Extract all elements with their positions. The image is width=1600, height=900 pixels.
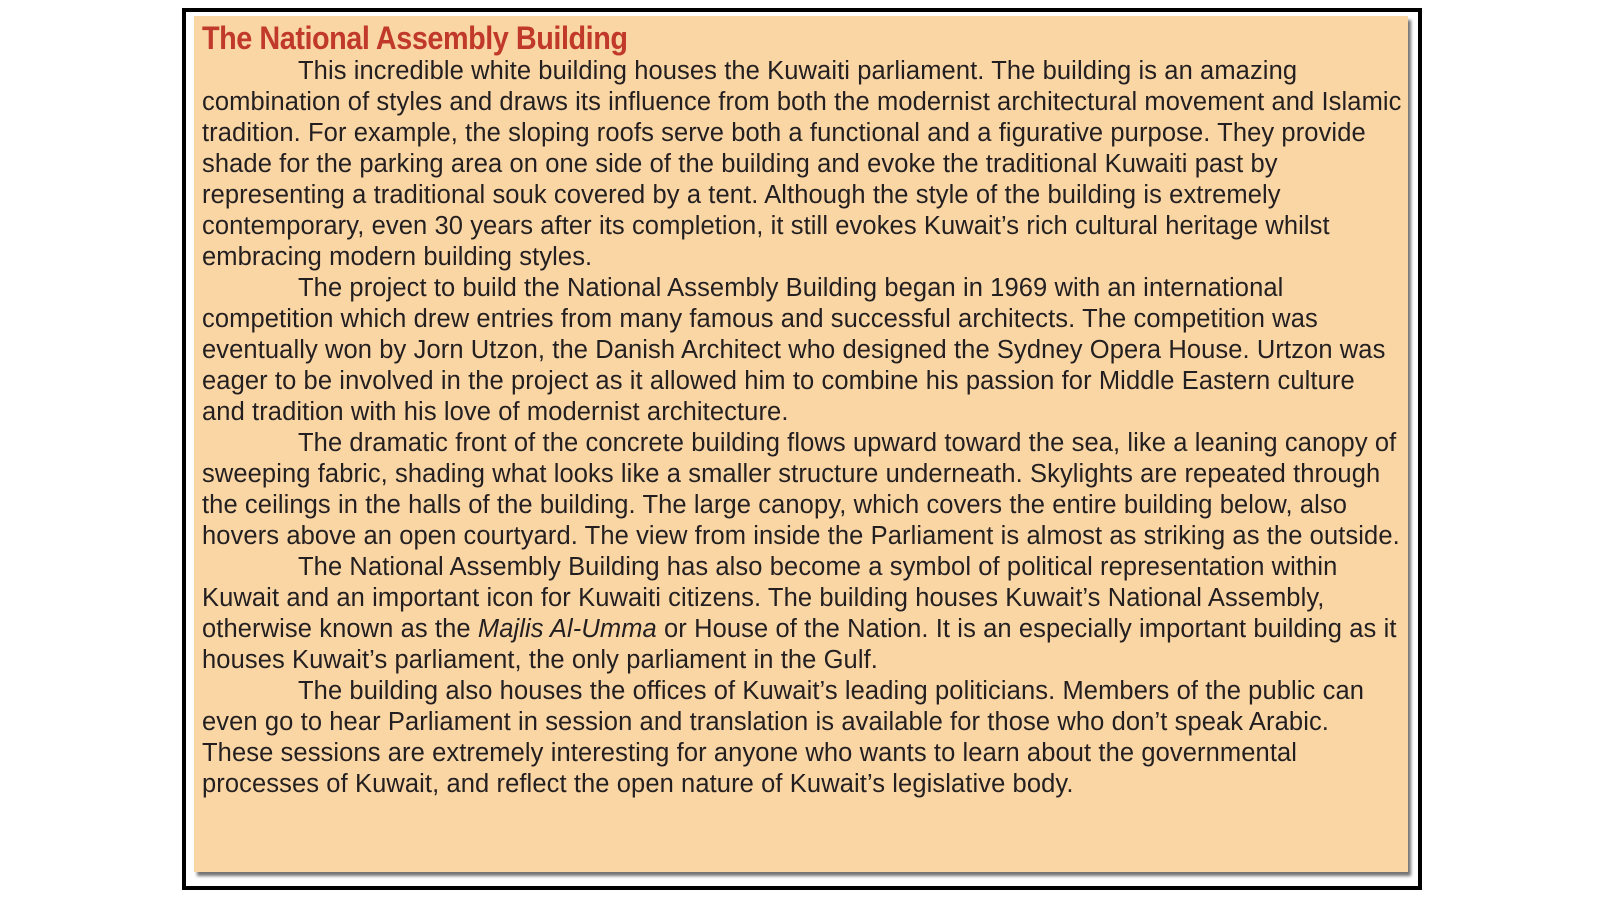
paragraph-4-text-after: or House of the Nation. It is an especially important building as it houses Kuwait’s parliament, the only parliament in the Gulf. — [202, 615, 1397, 674]
majlis-al-umma-term: Majlis Al-Umma — [477, 615, 657, 643]
paragraph-2: The project to build the National Assembly Building began in 1969 with an international competition which drew entries from many famous and successful architects. The competition was eventually won by Jorn Utzon, the Danish Architect who designed the Sydney Opera House. Urtzon was eager to be involved in the project as it allowed him to combine his passion for Middle Eastern culture and tradition with his love of modernist architecture. — [202, 274, 1386, 426]
paragraph-5: The building also houses the offices of Kuwait’s leading politicians. Members of the public can even go to hear Parliament in session and translation is available for those who don’t speak Arabic. These sessions are extremely interesting for anyone who wants to learn about the governmental processes of Kuwait, and reflect the open nature of Kuwait’s legislative body. — [202, 677, 1365, 798]
paragraph-1: This incredible white building houses the Kuwaiti parliament. The building is an amazing combination of styles and draws its influence from both the modernist architectural movement and Islamic tradition. For example, the sloping roofs serve both a functional and a figurative purpose. They provide shade for the parking area on one side of the building and evoke the traditional Kuwaiti past by representing a traditional souk covered by a tent. Although the style of the building is extremely contemporary, even 30 years after its completion, it still evokes Kuwait’s rich cultural heritage whilst embracing modern building styles. — [202, 57, 1402, 271]
paragraph-3: The dramatic front of the concrete building flows upward toward the sea, like a leaning canopy of sweeping fabric, shading what looks like a smaller structure underneath. Skylights are repeated through the ceilings in the halls of the building. The large canopy, which covers the entire building below, also hovers above an open courtyard. The view from inside the Parliament is almost as striking as the outside. — [202, 429, 1400, 550]
document-panel — [194, 16, 1408, 872]
document-title: The National Assembly Building — [202, 20, 628, 56]
document-frame — [182, 8, 1422, 890]
paragraph-4 — [202, 552, 1404, 676]
paragraph-4-text-before: The National Assembly Building has also become a symbol of political representation within Kuwait and an important icon for Kuwaiti citizens. The building houses Kuwait’s National Assembly, otherwise known as the — [202, 553, 1338, 643]
document-body — [202, 56, 1404, 800]
